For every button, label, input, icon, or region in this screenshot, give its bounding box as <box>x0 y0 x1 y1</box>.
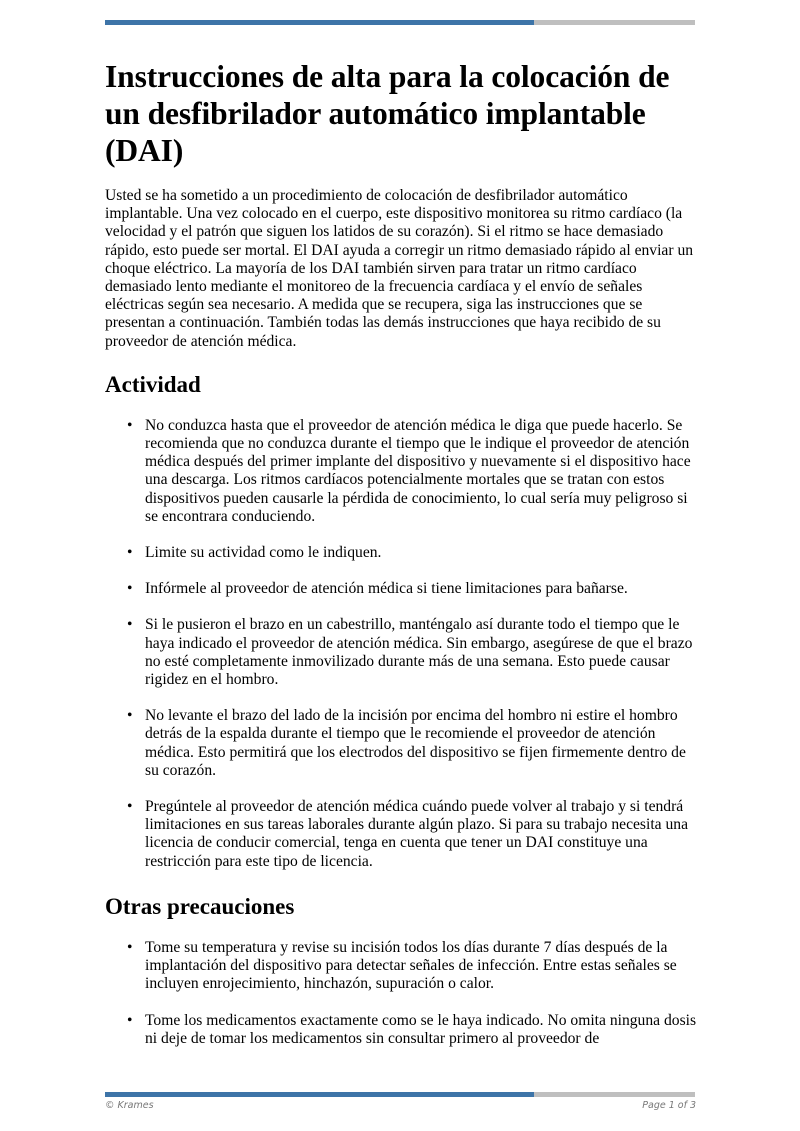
bullet-icon: • <box>127 707 133 725</box>
section-heading-otras-precauciones: Otras precauciones <box>105 893 295 919</box>
bullet-icon: • <box>127 544 133 562</box>
document-body <box>105 58 697 1070</box>
bullet-icon: • <box>127 1011 133 1029</box>
footer-page-number: Page 1 of 3 <box>642 1100 696 1111</box>
actividad-list <box>105 417 697 871</box>
list-item: • No conduzca hasta que el proveedor de atención médica le diga que puede hacerlo. Se recomienda que no conduzca durante el tiempo que le indique el proveedor de atención médica después del primer implante del dispositivo y nuevamente si el dispositivo hace una descarga. Los ritmos cardíacos potencialmente mortales que se tratan con estos dispositivos pueden causarle la pérdida de conocimiento, lo cual sería muy peligroso si se encontrara conduciendo. <box>127 416 691 525</box>
intro-paragraph: Usted se ha sometido a un procedimiento de colocación de desfibrilador automático implantable. Una vez colocado en el cuerpo, este dispositivo monitorea su ritmo cardíaco (la velocidad y el patrón que siguen los latidos de su corazón). Si el ritmo se hace demasiado rápido, esto puede ser mortal. El DAI ayuda a corregir un ritmo demasiado rápido al enviar un choque eléctrico. La mayoría de los DAI también sirven para tratar un ritmo cardíaco demasiado lento mediante el monitoreo de la frecuencia cardíaca y el envío de señales eléctricas según sea necesario. A medida que se recupera, siga las instrucciones que se presentan a continuación. También todas las demás instrucciones que haya recibido de su proveedor de atención médica. <box>105 187 694 350</box>
bullet-icon: • <box>127 580 133 598</box>
bullet-icon: • <box>127 938 133 956</box>
document-title: Instrucciones de alta para la colocación de un desfibrilador automático implantable (DAI) <box>105 59 670 168</box>
footer-copyright: © Krames <box>105 1100 154 1111</box>
header-rule-accent <box>105 20 534 25</box>
otras-precauciones-list <box>105 939 697 1048</box>
list-item: • Pregúntele al proveedor de atención médica cuándo puede volver al trabajo y si tendrá limitaciones en sus tareas laborales durante algún plazo. Si para su trabajo necesita una licencia de conducir comercial, tenga en cuenta que tener un DAI constituye una restricción para este tipo de licencia. <box>127 798 688 870</box>
bullet-icon: • <box>127 616 133 634</box>
list-item: • Tome su temperatura y revise su incisión todos los días durante 7 días después de la implantación del dispositivo para detectar señales de infección. Entre estas señales se incluyen enrojecimiento, hinchazón, supuración o calor. <box>127 938 677 993</box>
list-item: • Tome los medicamentos exactamente como se le haya indicado. No omita ninguna dosis ni deje de tomar los medicamentos sin consultar primero al proveedor de <box>127 1011 697 1047</box>
section-heading-actividad: Actividad <box>105 371 201 397</box>
list-item: • Si le pusieron el brazo en un cabestrillo, manténgalo así durante todo el tiempo que le haya indicado el proveedor de atención médica. Sin embargo, asegúrese de que el brazo no esté completamente inmovilizado durante más de una semana. Esto puede causar rigidez en el hombro. <box>127 616 693 689</box>
footer-rule-accent <box>105 1092 534 1097</box>
list-item: • Infórmele al proveedor de atención médica si tiene limitaciones para bañarse. <box>127 580 628 598</box>
list-item: • No levante el brazo del lado de la incisión por encima del hombro ni estire el hombro detrás de la espalda durante el tiempo que le recomiende el proveedor de atención médica. Esto permitirá que los electrodos del dispositivo se fijen firmemente dentro de su corazón. <box>127 707 686 779</box>
footer-rule-gray <box>534 1092 695 1097</box>
footer-rule <box>105 1092 695 1097</box>
header-rule-gray <box>534 20 695 25</box>
bullet-icon: • <box>127 416 133 434</box>
bullet-icon: • <box>127 798 133 816</box>
list-item: • Limite su actividad como le indiquen. <box>127 544 382 562</box>
header-rule <box>105 20 695 25</box>
